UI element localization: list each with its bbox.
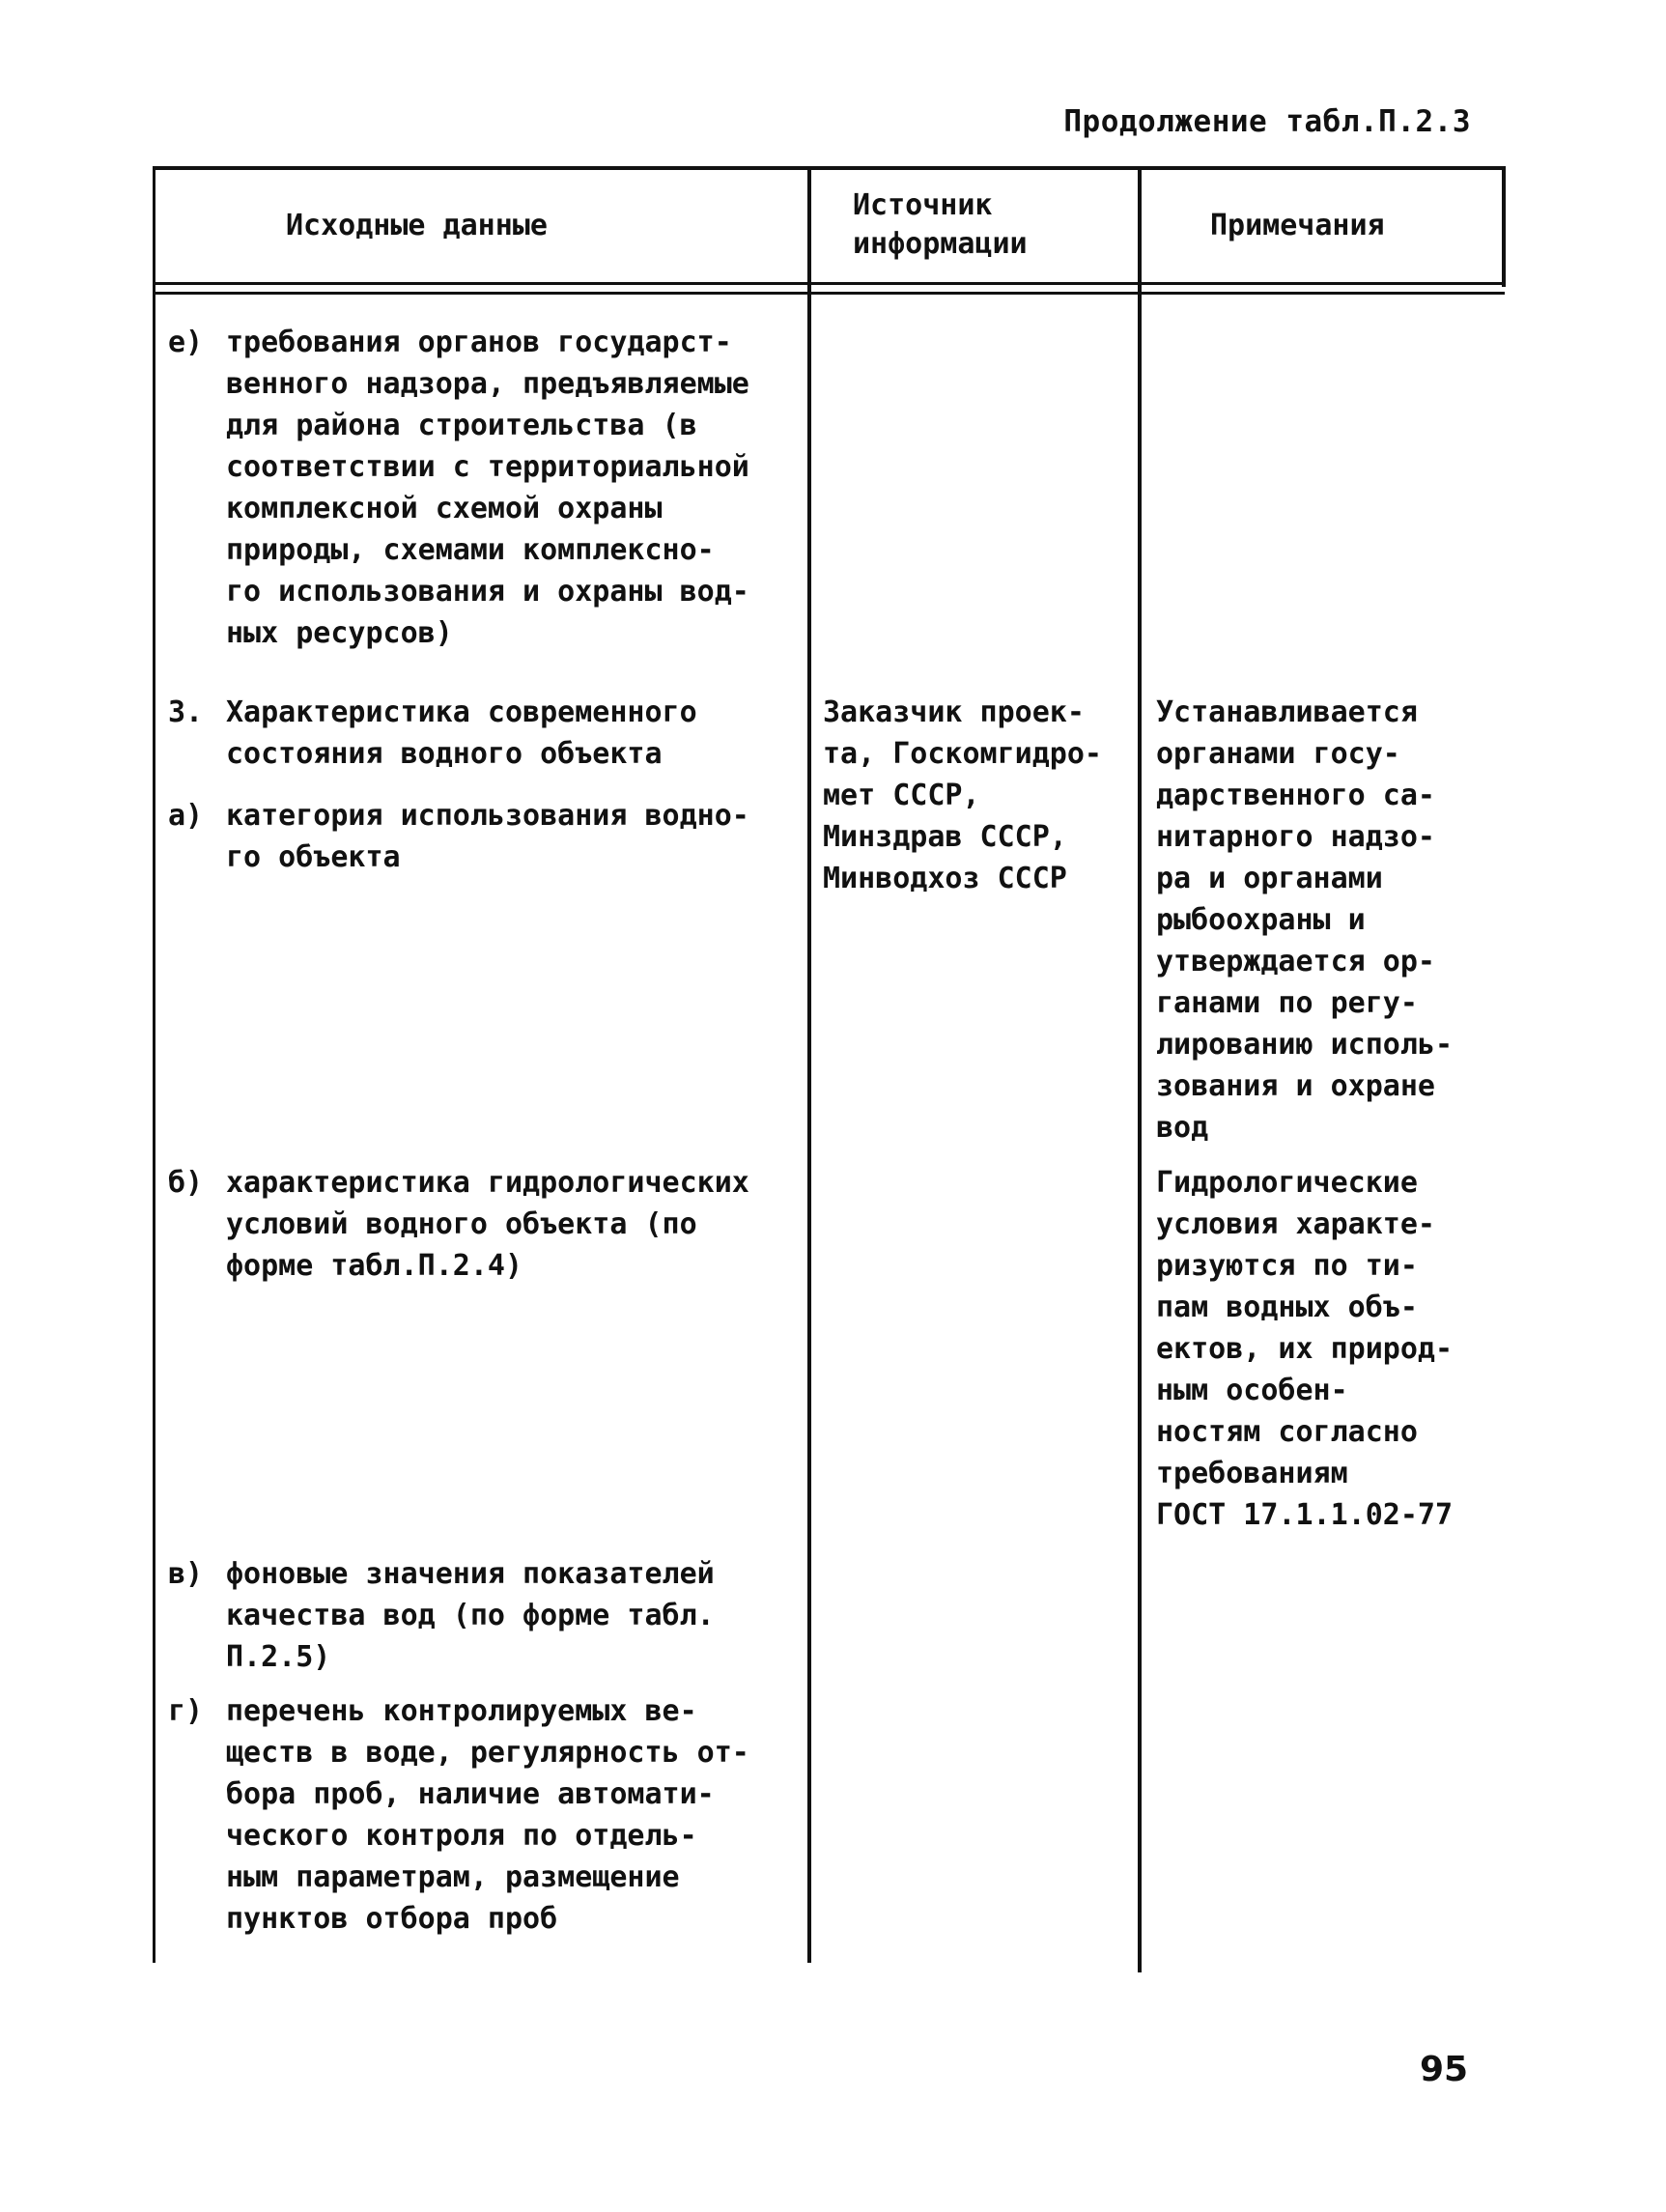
table-continuation-caption: Продолжение табл.П.2.3 <box>1063 104 1471 139</box>
page-number: 95 <box>1420 2050 1469 2089</box>
item-marker: а) <box>168 799 204 833</box>
table-left-border <box>153 166 155 1963</box>
table-column-divider-2 <box>1138 166 1142 1972</box>
item-text: характеристика гидрологических условий водного объекта (по форме табл.П.2.4) <box>226 1166 749 1283</box>
note-text: Гидрологические условия характе- ризуются по ти- пам водных объ- ектов, их природ- ным особен- ностям согласно требованиям ГОСТ 17.1.1.02-77 <box>1156 1166 1454 1532</box>
table-top-border <box>153 166 1505 170</box>
information-source-text: Заказчик проек- та, Госкомгидро- мет СССР, Минздрав СССР, Минводхоз СССР <box>823 695 1102 895</box>
item-marker: б) <box>168 1166 204 1200</box>
item-text: фоновые значения показателей качества вод (по форме табл. П.2.5) <box>226 1557 715 1674</box>
item-marker: в) <box>168 1557 204 1591</box>
header-information-source: Источник информации <box>853 188 1028 261</box>
item-text: требования органов государст- венного надзора, предъявляемые для района строительства (в соответствии с территориальной комплексной схемой охраны природы, схемами комплексно- го использования и охраны вод- ных ресурсов) <box>226 326 749 650</box>
note-text: Устанавливается органами госу- дарственного са- нитарного надзо- ра и органами рыбоохраны и утверждается ор- ганами по регу- лированию исполь- зования и охране вод <box>1156 695 1454 1145</box>
table-header-border <box>153 282 1505 295</box>
table-column-divider-1 <box>807 166 811 1963</box>
item-marker: е) <box>168 326 204 359</box>
header-notes: Примечания <box>1210 209 1385 242</box>
item-text: категория использования водно- го объекта <box>226 799 749 874</box>
item-text: Характеристика современного состояния водного объекта <box>226 695 697 771</box>
item-text: перечень контролируемых ве- ществ в воде, регулярность от- бора проб, наличие автомати- ческого контроля по отдель- ным параметрам, размещение пунктов отбора проб <box>226 1694 749 1936</box>
item-marker: г) <box>168 1694 204 1728</box>
table-right-border <box>1502 166 1506 287</box>
header-initial-data: Исходные данные <box>286 209 548 242</box>
item-marker: 3. <box>168 695 204 729</box>
